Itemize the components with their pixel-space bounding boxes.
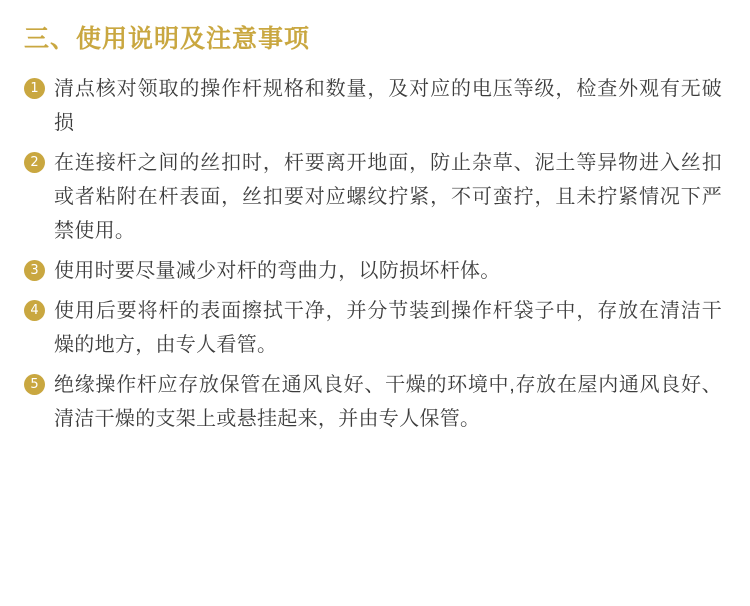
section-title: 三、使用说明及注意事项 bbox=[24, 25, 311, 53]
list-item bbox=[24, 368, 722, 436]
list-item bbox=[24, 146, 722, 248]
list-item-text: 使用后要将杆的表面擦拭干净，并分节装到操作杆袋子中，存放在清洁干燥的地方，由专人看管。 bbox=[54, 300, 722, 356]
list-item-text: 使用时要尽量减少对杆的弯曲力，以防损坏杆体。 bbox=[54, 260, 501, 282]
list-item bbox=[24, 72, 722, 140]
list-marker-icon: 2 bbox=[24, 152, 45, 173]
list-marker-icon: 1 bbox=[24, 78, 45, 99]
list-item-text: 在连接杆之间的丝扣时，杆要离开地面，防止杂草、泥土等异物进入丝扣或者粘附在杆表面，丝扣要对应螺纹拧紧，不可蛮拧，且未拧紧情况下严禁使用。 bbox=[54, 152, 722, 242]
list-item bbox=[24, 294, 722, 362]
list-item-text: 绝缘操作杆应存放保管在通风良好、干燥的环境中,存放在屋内通风良好、清洁干燥的支架上或悬挂起来，并由专人保管。 bbox=[54, 374, 722, 430]
list-marker-icon: 4 bbox=[24, 300, 45, 321]
list-marker-icon: 3 bbox=[24, 260, 45, 281]
list-item bbox=[24, 254, 722, 288]
list-marker-icon: 5 bbox=[24, 374, 45, 395]
list-item-text: 清点核对领取的操作杆规格和数量，及对应的电压等级，检查外观有无破损 bbox=[54, 78, 722, 134]
instructions-list bbox=[24, 72, 722, 436]
